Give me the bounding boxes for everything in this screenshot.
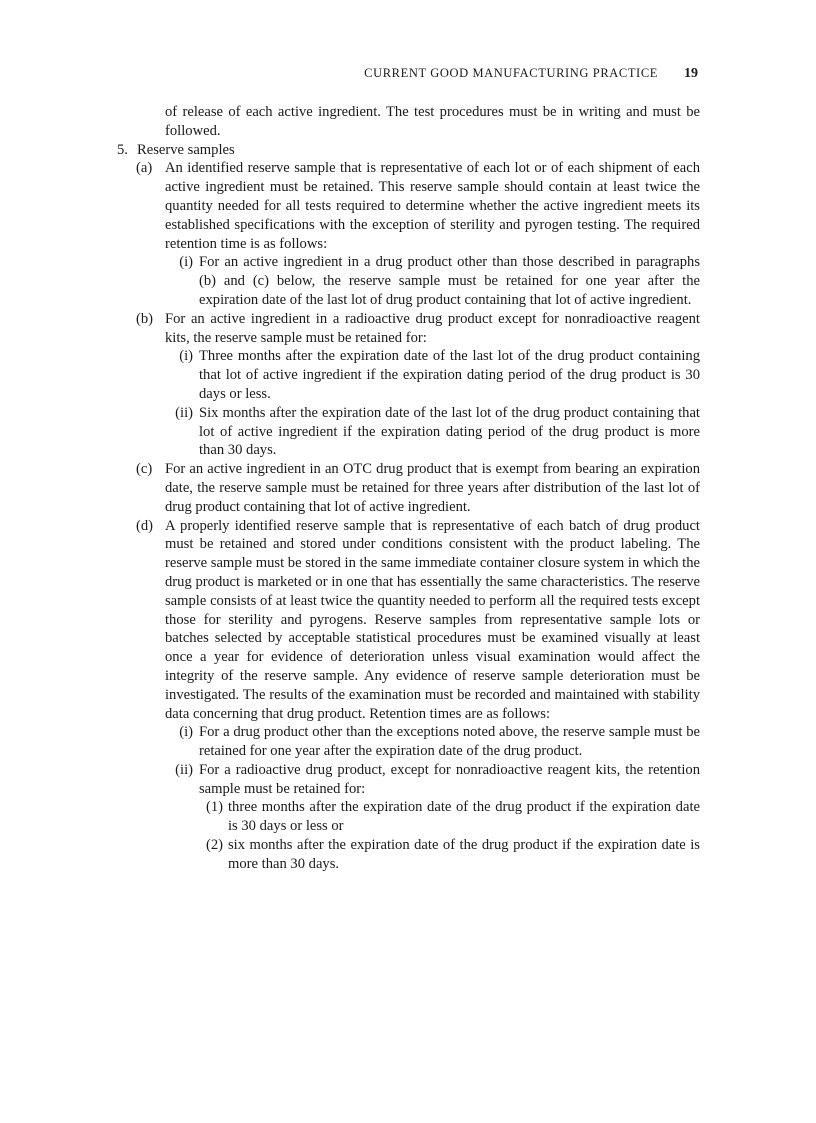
item-b-text: For an active ingredient in a radioactive drug product except for nonradioactive reagent kits, the reserve sample must be retained for: [165,310,700,346]
item-b-label: (b) [136,310,154,327]
item-d-label: (d) [136,517,154,534]
item-d-ii-1-label: (1) [205,799,223,816]
item-d-i-label: (i) [179,724,193,741]
item-a [117,159,700,253]
item-c-label: (c) [136,461,153,478]
page-number: 19 [684,66,698,81]
item-d-text: A properly identified reserve sample that is representative of each batch of drug product must be retained and stored under conditions consistent with the product labeling. The reserve sample must be stored in the same immediate container closure system in which the drug product is marketed or in one that has essentially the same characteristics. The reserve sample consists of at least twice the quantity needed to perform all the required tests except those for sterility and pyrogens. Reserve samples from representative sample lots or batches selected by acceptable statistical procedures must be examined visually at least once a year for evidence of deterioration unless visual examination would affect the integrity of the reserve sample. Any evidence of reserve sample deterioration must be investigated. The results of the examination must be recorded and maintained with stability data concerning that drug product. Retention times are as follows: [165,517,700,722]
item-d-ii-2-text: six months after the expiration date of the drug product if the expiration date is more than 30 days. [228,837,700,872]
item-a-i-label: (i) [179,254,193,271]
section-title: Reserve samples [137,141,235,158]
continuation-paragraph: of release of each active ingredient. The test procedures must be in writing and must be followed. [165,104,700,139]
item-d-ii [117,761,700,799]
item-d-i-text: For a drug product other than the exceptions noted above, the reserve sample must be retained for one year after the expiration date of the drug product. [199,724,700,760]
item-a-label: (a) [136,160,153,177]
item-b-i-label: (i) [179,348,193,365]
page-body [117,103,700,874]
item-b [117,310,700,348]
item-d-ii-2 [117,836,700,874]
item-d-ii-1 [117,798,700,836]
item-d-ii-label: (ii) [175,761,193,778]
item-a-text: An identified reserve sample that is representative of each lot or of each shipment of each active ingredient must be retained. This reserve sample should contain at least twice the quantity needed for all tests required to determine whether the active ingredient meets its established specifications with the exception of sterility and pyrogen testing. The required retention time is as follows: [165,160,700,252]
item-d-i [117,723,700,761]
running-title: CURRENT GOOD MANUFACTURING PRACTICE [364,66,658,80]
item-b-i [117,347,700,403]
item-d [117,517,700,724]
item-a-i-text: For an active ingredient in a drug product other than those described in paragraphs (b) and (c) below, the reserve sample must be retained for one year after the expiration date of the last lot of drug product containing that lot of active ingredient. [199,254,700,308]
item-d-ii-1-text: three months after the expiration date of the drug product if the expiration date is 30 days or less or [228,799,700,835]
section-heading [117,141,700,160]
section-number: 5. [117,141,128,158]
item-b-ii-label: (ii) [175,404,193,421]
item-b-ii [117,404,700,460]
item-d-ii-text: For a radioactive drug product, except for nonradioactive reagent kits, the retention sample must be retained for: [199,761,700,797]
item-c-text: For an active ingredient in an OTC drug product that is exempt from bearing an expiration date, the reserve sample must be retained for three years after distribution of the last lot of drug product containing that lot of active ingredient. [165,461,700,515]
item-a-i [117,253,700,309]
item-c [117,460,700,516]
item-b-ii-text: Six months after the expiration date of the last lot of the drug product containing that lot of active ingredient if the expiration dating period of the drug product is more than 30 days. [199,404,700,459]
running-header [140,66,698,82]
item-d-ii-2-label: (2) [205,837,223,854]
item-b-i-text: Three months after the expiration date of the last lot of the drug product containing that lot of active ingredient if the expiration dating period of the drug product is 30 days or less. [199,348,700,402]
